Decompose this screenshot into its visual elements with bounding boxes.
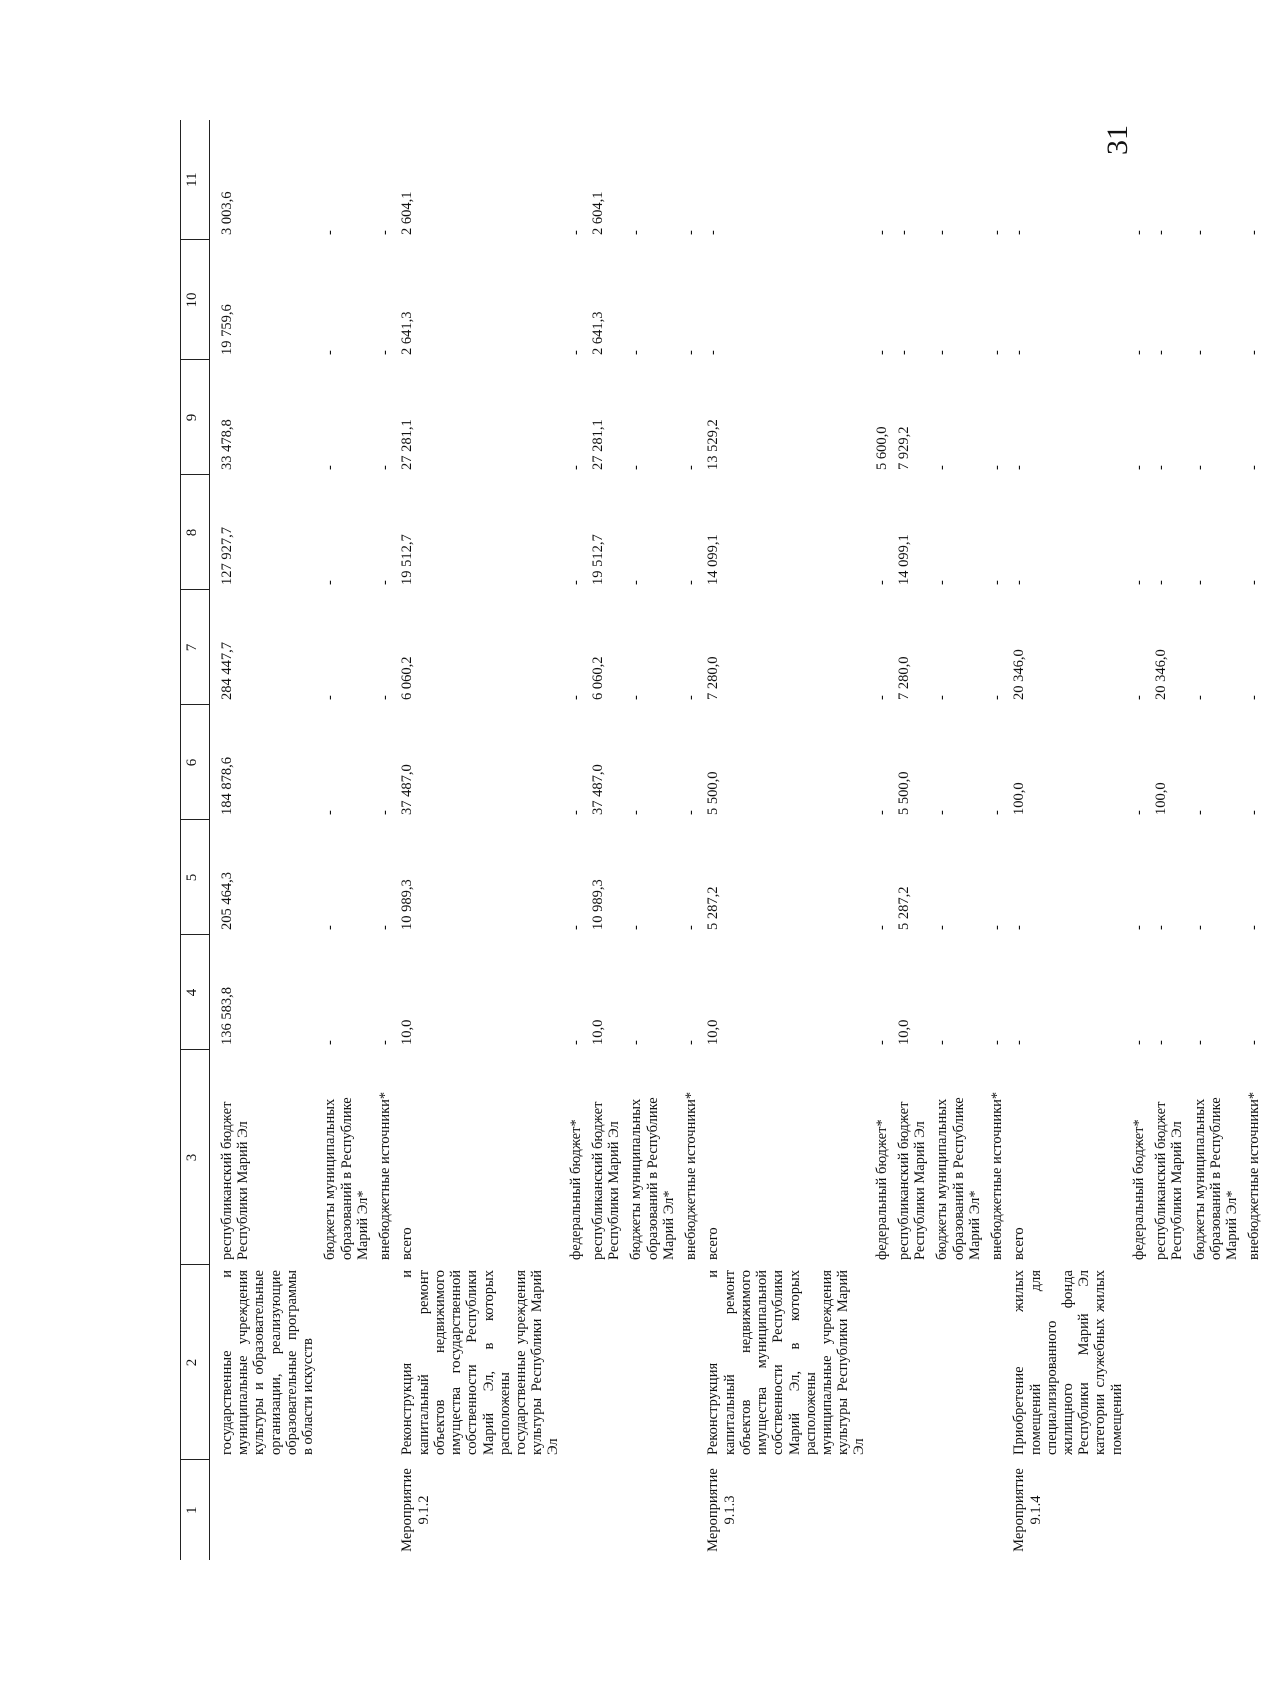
value-cell: - xyxy=(1246,1040,1263,1045)
value-cell: 2 641,3 xyxy=(399,311,416,355)
value-cell: - xyxy=(934,695,951,700)
value-cell: - xyxy=(1191,695,1208,700)
column-header: 9 xyxy=(181,360,210,475)
value-cell: - xyxy=(1191,580,1208,585)
value-cell: - xyxy=(1011,1040,1028,1045)
value-cell: - xyxy=(1246,810,1263,815)
description-cell xyxy=(871,1265,893,1460)
value-cell: - xyxy=(895,350,912,355)
value-cell: - xyxy=(1153,1040,1170,1045)
table-row xyxy=(1189,120,1244,1560)
value-cell: 6 060,2 xyxy=(399,656,416,700)
value-cell: - xyxy=(1130,350,1147,355)
column-header: 8 xyxy=(181,475,210,590)
column-header: 11 xyxy=(181,120,210,240)
value-cell: - xyxy=(377,810,394,815)
value-cell: - xyxy=(683,465,700,470)
value-cell: - xyxy=(683,580,700,585)
value-cell: 5 287,2 xyxy=(705,886,722,930)
value-cell: 19 759,6 xyxy=(219,304,235,355)
source-cell: республиканский бюджет Республики Марий Эл xyxy=(589,1101,623,1260)
source-cell: бюджеты муниципальных образований в Республике Марий Эл* xyxy=(628,1097,677,1260)
value-cell: - xyxy=(1191,1040,1208,1045)
value-cell: - xyxy=(1130,1040,1147,1045)
source-cell: федеральный бюджет* xyxy=(567,1119,584,1260)
source-cell: федеральный бюджет* xyxy=(1130,1119,1147,1260)
source-cell: всего xyxy=(1011,1227,1028,1260)
measure-cell xyxy=(587,1460,625,1560)
value-cell: 6 060,2 xyxy=(589,656,606,700)
value-cell: - xyxy=(628,810,645,815)
value-cell: - xyxy=(322,350,339,355)
value-cell: 37 487,0 xyxy=(399,764,416,815)
value-cell: - xyxy=(1011,230,1028,235)
value-cell: 10 989,3 xyxy=(589,879,606,930)
value-cell: - xyxy=(1130,925,1147,930)
value-cell: 5 600,0 xyxy=(873,426,890,470)
measure-cell xyxy=(680,1460,702,1560)
value-cell: - xyxy=(567,580,584,585)
value-cell: - xyxy=(322,810,339,815)
measure-cell: Мероприятие 9.1.2 xyxy=(399,1468,432,1552)
value-cell: - xyxy=(1153,230,1170,235)
value-cell: - xyxy=(322,925,339,930)
funding-table xyxy=(180,120,1266,1560)
value-cell: - xyxy=(377,925,394,930)
table-row xyxy=(1150,120,1188,1560)
source-cell: республиканский бюджет Республики Марий Эл xyxy=(895,1101,929,1260)
value-cell: - xyxy=(1011,580,1028,585)
value-cell: - xyxy=(1246,695,1263,700)
column-header: 3 xyxy=(181,1050,210,1265)
value-cell: - xyxy=(934,230,951,235)
value-cell: - xyxy=(683,810,700,815)
value-cell: - xyxy=(989,230,1006,235)
description-cell xyxy=(986,1265,1008,1460)
value-cell: 7 280,0 xyxy=(895,656,912,700)
source-cell: бюджеты муниципальных образований в Республике Марий Эл* xyxy=(322,1097,371,1260)
value-cell: - xyxy=(1191,925,1208,930)
value-cell: - xyxy=(1153,925,1170,930)
source-cell: федеральный бюджет* xyxy=(873,1119,890,1260)
description-cell xyxy=(1189,1265,1244,1460)
source-cell: бюджеты муниципальных образований в Республике Марий Эл* xyxy=(1191,1097,1241,1260)
value-cell: - xyxy=(322,230,339,235)
value-cell: 2 641,3 xyxy=(589,311,606,355)
column-header: 1 xyxy=(181,1460,210,1560)
value-cell: 19 512,7 xyxy=(399,534,416,585)
value-cell: - xyxy=(1246,580,1263,585)
description-cell xyxy=(625,1265,680,1460)
value-cell: - xyxy=(1191,350,1208,355)
source-cell: бюджеты муниципальных образований в Республике Марий Эл* xyxy=(934,1097,983,1260)
value-cell: 20 346,0 xyxy=(1153,649,1170,700)
table-body xyxy=(210,120,1266,1560)
value-cell: - xyxy=(1130,580,1147,585)
value-cell: 7 929,2 xyxy=(895,426,912,470)
value-cell: 10,0 xyxy=(895,1019,912,1045)
table-row xyxy=(1243,120,1265,1560)
value-cell: - xyxy=(1130,810,1147,815)
column-header: 7 xyxy=(181,590,210,705)
value-cell: - xyxy=(873,810,890,815)
value-cell: 13 529,2 xyxy=(705,419,722,470)
value-cell: - xyxy=(377,465,394,470)
value-cell: - xyxy=(1246,350,1263,355)
value-cell: - xyxy=(628,465,645,470)
measure-cell xyxy=(986,1460,1008,1560)
source-cell: всего xyxy=(399,1227,416,1260)
description-cell xyxy=(565,1265,587,1460)
value-cell: 136 583,8 xyxy=(219,987,235,1045)
value-cell: - xyxy=(705,350,722,355)
value-cell: 5 500,0 xyxy=(895,771,912,815)
value-cell: - xyxy=(989,810,1006,815)
value-cell: - xyxy=(683,925,700,930)
value-cell: 37 487,0 xyxy=(589,764,606,815)
source-cell: внебюджетные источники* xyxy=(683,1091,700,1260)
measure-cell xyxy=(1128,1460,1150,1560)
value-cell: - xyxy=(628,350,645,355)
measure-cell xyxy=(565,1460,587,1560)
description-cell: Реконструкция и капитальный ремонт объектов недвижимого имущества государственной собственности Республики Марий Эл, в которых расположены государственные учреждения культуры Республики Марий Эл xyxy=(399,1270,562,1455)
measure-cell xyxy=(319,1460,374,1560)
value-cell: 5 287,2 xyxy=(895,886,912,930)
value-cell: - xyxy=(567,350,584,355)
value-cell: - xyxy=(567,695,584,700)
table-row xyxy=(1128,120,1150,1560)
value-cell: - xyxy=(322,580,339,585)
measure-cell xyxy=(1189,1460,1244,1560)
value-cell: - xyxy=(895,230,912,235)
table-row xyxy=(374,120,396,1560)
value-cell: - xyxy=(1191,465,1208,470)
description-cell xyxy=(374,1265,396,1460)
value-cell: - xyxy=(567,810,584,815)
value-cell: 100,0 xyxy=(1011,782,1028,815)
value-cell: - xyxy=(989,465,1006,470)
description-cell xyxy=(931,1265,986,1460)
value-cell: - xyxy=(377,695,394,700)
table-row xyxy=(216,120,319,1560)
table-row xyxy=(986,120,1008,1560)
description-cell xyxy=(680,1265,702,1460)
value-cell: - xyxy=(934,465,951,470)
value-cell: - xyxy=(1246,465,1263,470)
value-cell: - xyxy=(1011,350,1028,355)
measure-cell xyxy=(871,1460,893,1560)
value-cell: - xyxy=(567,925,584,930)
source-cell: внебюджетные источники* xyxy=(377,1091,394,1260)
header-row xyxy=(181,120,210,1560)
value-cell: - xyxy=(683,695,700,700)
value-cell: 14 099,1 xyxy=(895,534,912,585)
value-cell: - xyxy=(873,350,890,355)
value-cell: - xyxy=(567,465,584,470)
description-cell xyxy=(319,1265,374,1460)
value-cell: - xyxy=(873,1040,890,1045)
value-cell: - xyxy=(1011,465,1028,470)
value-cell: 10,0 xyxy=(589,1019,606,1045)
value-cell: - xyxy=(628,230,645,235)
value-cell: - xyxy=(322,695,339,700)
description-cell xyxy=(587,1265,625,1460)
table-row xyxy=(565,120,587,1560)
table-row xyxy=(319,120,374,1560)
value-cell: - xyxy=(1246,925,1263,930)
value-cell: 2 604,1 xyxy=(589,191,606,235)
column-header: 6 xyxy=(181,705,210,820)
value-cell: - xyxy=(989,925,1006,930)
value-cell: - xyxy=(567,1040,584,1045)
table-row xyxy=(893,120,931,1560)
source-cell: всего xyxy=(705,1227,722,1260)
value-cell: - xyxy=(989,350,1006,355)
value-cell: - xyxy=(934,810,951,815)
measure-cell: Мероприятие 9.1.4 xyxy=(1011,1468,1044,1552)
value-cell: - xyxy=(683,350,700,355)
value-cell: 5 500,0 xyxy=(705,771,722,815)
value-cell: - xyxy=(989,580,1006,585)
value-cell: - xyxy=(1246,230,1263,235)
measure-cell xyxy=(893,1460,931,1560)
table-row xyxy=(587,120,625,1560)
value-cell: - xyxy=(1130,230,1147,235)
value-cell: - xyxy=(873,580,890,585)
value-cell: 10 989,3 xyxy=(399,879,416,930)
table-row xyxy=(702,120,870,1560)
value-cell: - xyxy=(567,230,584,235)
value-cell: - xyxy=(683,1040,700,1045)
value-cell: 284 447,7 xyxy=(219,642,235,700)
table-row xyxy=(1008,120,1128,1560)
value-cell: - xyxy=(705,230,722,235)
source-cell: внебюджетные источники* xyxy=(1246,1091,1263,1260)
value-cell: 7 280,0 xyxy=(705,656,722,700)
value-cell: - xyxy=(377,580,394,585)
column-header: 4 xyxy=(181,935,210,1050)
description-cell: Приобретение жилых помещений для специализированного жилищного фонда Республики Марий Эл категории служебных жилых помещений xyxy=(1011,1270,1125,1455)
table-row xyxy=(871,120,893,1560)
description-cell: Реконструкция и капитальный ремонт объектов недвижимого имущества муниципальной собственности Республики Марий Эл, в которых расположены муниципальные учреждения культуры Республики Марий Эл xyxy=(705,1270,868,1455)
value-cell: - xyxy=(377,230,394,235)
value-cell: - xyxy=(628,1040,645,1045)
description-cell xyxy=(1128,1265,1150,1460)
table-row xyxy=(625,120,680,1560)
table-row xyxy=(931,120,986,1560)
value-cell: - xyxy=(1191,810,1208,815)
value-cell: - xyxy=(322,1040,339,1045)
value-cell: - xyxy=(934,1040,951,1045)
measure-cell xyxy=(1150,1460,1188,1560)
value-cell: 20 346,0 xyxy=(1011,649,1028,700)
value-cell: - xyxy=(934,925,951,930)
value-cell: 19 512,7 xyxy=(589,534,606,585)
value-cell: 184 878,6 xyxy=(219,757,235,815)
value-cell: - xyxy=(683,230,700,235)
value-cell: - xyxy=(1153,465,1170,470)
value-cell: - xyxy=(1191,230,1208,235)
measure-cell xyxy=(931,1460,986,1560)
source-cell: внебюджетные источники* xyxy=(989,1091,1006,1260)
value-cell: - xyxy=(628,695,645,700)
measure-cell: Мероприятие 9.1.3 xyxy=(705,1468,738,1552)
table-row xyxy=(680,120,702,1560)
value-cell: - xyxy=(1130,465,1147,470)
value-cell: 3 003,6 xyxy=(219,191,235,235)
value-cell: - xyxy=(628,925,645,930)
value-cell: - xyxy=(1153,350,1170,355)
measure-cell xyxy=(374,1460,396,1560)
value-cell: - xyxy=(1130,695,1147,700)
description-cell xyxy=(1150,1265,1188,1460)
value-cell: 27 281,1 xyxy=(399,419,416,470)
value-cell: - xyxy=(934,580,951,585)
description-cell xyxy=(893,1265,931,1460)
measure-cell xyxy=(216,1460,319,1560)
description-cell: государственные и муниципальные учреждения культуры и образовательные организации, реализующие образовательные программы в области искусств xyxy=(219,1270,317,1455)
value-cell: - xyxy=(377,350,394,355)
value-cell: 100,0 xyxy=(1153,782,1170,815)
value-cell: - xyxy=(873,695,890,700)
rotated-table-sheet xyxy=(180,120,1263,1560)
value-cell: 205 464,3 xyxy=(219,872,235,930)
value-cell: 14 099,1 xyxy=(705,534,722,585)
value-cell: 10,0 xyxy=(705,1019,722,1045)
column-header: 10 xyxy=(181,240,210,360)
value-cell: - xyxy=(377,1040,394,1045)
value-cell: - xyxy=(989,1040,1006,1045)
page-number: 31 xyxy=(1101,125,1134,155)
value-cell: - xyxy=(873,925,890,930)
measure-cell xyxy=(625,1460,680,1560)
measure-cell xyxy=(1243,1460,1265,1560)
column-header: 2 xyxy=(181,1265,210,1460)
value-cell: - xyxy=(873,230,890,235)
value-cell: - xyxy=(1011,925,1028,930)
value-cell: - xyxy=(628,580,645,585)
column-header: 5 xyxy=(181,820,210,935)
table-row xyxy=(396,120,564,1560)
value-cell: 127 927,7 xyxy=(219,527,235,585)
value-cell: - xyxy=(989,695,1006,700)
description-cell xyxy=(1243,1265,1265,1460)
value-cell: 33 478,8 xyxy=(219,419,235,470)
value-cell: - xyxy=(934,350,951,355)
value-cell: 10,0 xyxy=(399,1019,416,1045)
value-cell: 27 281,1 xyxy=(589,419,606,470)
source-cell: республиканский бюджет Республики Марий Эл xyxy=(219,1101,252,1260)
value-cell: 2 604,1 xyxy=(399,191,416,235)
source-cell: республиканский бюджет Республики Марий Эл xyxy=(1153,1101,1186,1260)
value-cell: - xyxy=(1153,580,1170,585)
value-cell: - xyxy=(322,465,339,470)
